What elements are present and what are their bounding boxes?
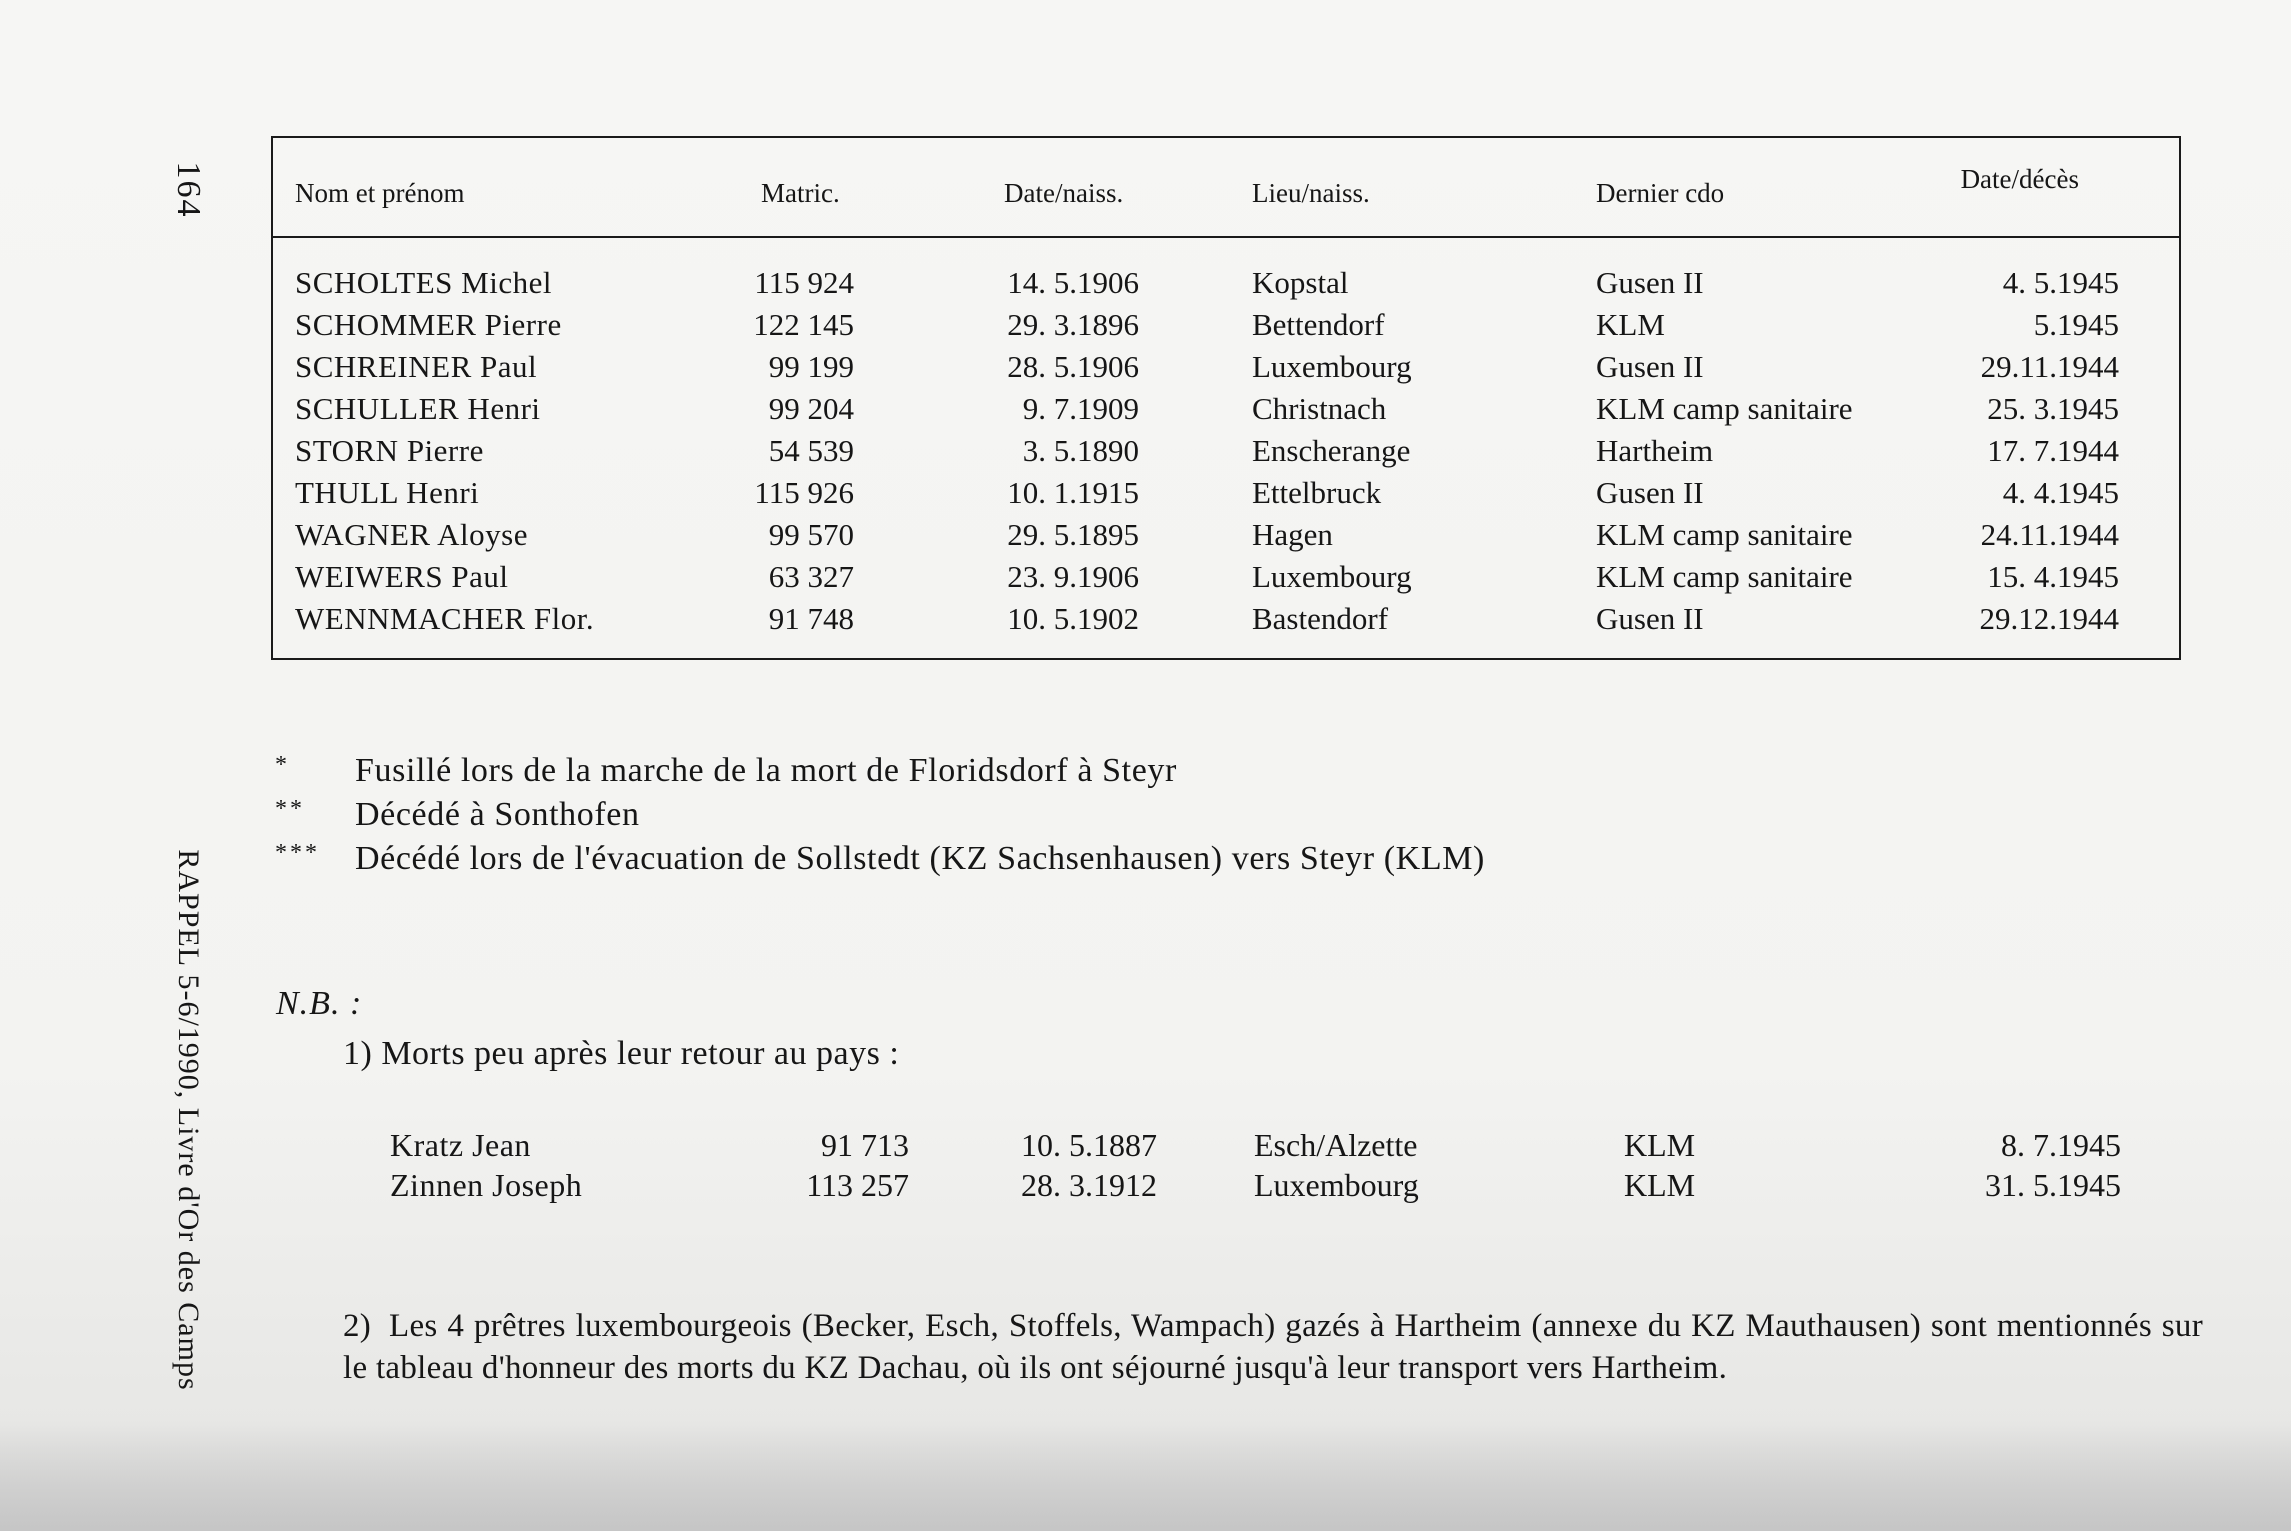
cell-matric: 91 748 [768, 601, 854, 636]
cell-death-date: 24.11.1944 [1980, 517, 2119, 552]
cell-last-cdo: KLM [1596, 307, 1665, 342]
nb-item-1: 1) Morts peu après leur retour au pays : [343, 1035, 900, 1072]
header-divider [273, 236, 2179, 238]
running-title: RAPPEL 5-6/1990, Livre d'Or des Camps [172, 849, 205, 1391]
cell-last-cdo: KLM camp sanitaire [1596, 559, 1853, 594]
cell-matric: 54 539 [768, 433, 854, 468]
cell-death-date: 4. 4.1945 [2002, 475, 2119, 510]
cell-birth-place: Christnach [1252, 391, 1387, 426]
cell-matric: 99 204 [768, 391, 854, 426]
table-row [273, 304, 2179, 346]
cell-last-cdo: KLM camp sanitaire [1596, 517, 1853, 552]
cell-birth-place: Enscherange [1252, 433, 1411, 468]
cell-last-cdo: KLM camp sanitaire [1596, 391, 1853, 426]
header-birth-date: Date/naiss. [1004, 178, 1124, 208]
cell-birth-date: 28. 5.1906 [1007, 349, 1139, 384]
nb-cell-death-date: 8. 7.1945 [2001, 1127, 2121, 1163]
nb-item-2-number: 2) [343, 1308, 372, 1344]
header-last-cdo: Dernier cdo [1596, 178, 1725, 208]
cell-name: SCHOLTES Michel [295, 265, 552, 300]
cell-matric: 99 570 [768, 517, 854, 552]
nb-label: N.B. : [276, 985, 363, 1022]
cell-birth-place: Bettendorf [1252, 307, 1385, 342]
cell-birth-place: Bastendorf [1252, 601, 1389, 636]
header-birth-place: Lieu/naiss. [1252, 178, 1370, 208]
cell-death-date: 5.1945 [2033, 307, 2119, 342]
cell-birth-date: 10. 1.1915 [1007, 475, 1139, 510]
cell-birth-date: 14. 5.1906 [1007, 265, 1139, 300]
nb-item-2 [343, 1305, 2203, 1389]
nb-cell-last-cdo: KLM [1624, 1167, 1696, 1203]
cell-birth-place: Hagen [1252, 517, 1333, 552]
cell-name: WAGNER Aloyse [295, 517, 528, 552]
table-row [273, 262, 2179, 304]
nb-cell-birth-date: 10. 5.1887 [1021, 1127, 1157, 1163]
nb-cell-birth-date: 28. 3.1912 [1021, 1167, 1157, 1203]
cell-death-date: 17. 7.1944 [1987, 433, 2119, 468]
header-death-date: Date/décès [1960, 164, 2079, 194]
nb-cell-matric: 91 713 [821, 1127, 909, 1163]
nb-row [0, 1124, 2291, 1166]
table-row [273, 514, 2179, 556]
nb-cell-death-date: 31. 5.1945 [1985, 1167, 2121, 1203]
cell-matric: 63 327 [768, 559, 854, 594]
table-row [273, 556, 2179, 598]
cell-birth-date: 10. 5.1902 [1007, 601, 1139, 636]
cell-birth-place: Luxembourg [1252, 559, 1412, 594]
table-row [273, 472, 2179, 514]
cell-birth-date: 29. 5.1895 [1007, 517, 1139, 552]
table-row [273, 388, 2179, 430]
cell-matric: 122 145 [753, 307, 854, 342]
nb-cell-birth-place: Esch/Alzette [1254, 1127, 1418, 1163]
cell-matric: 99 199 [768, 349, 854, 384]
cell-name: SCHREINER Paul [295, 349, 538, 384]
table-row [273, 598, 2179, 640]
cell-last-cdo: Gusen II [1596, 601, 1704, 636]
cell-name: WEIWERS Paul [295, 559, 509, 594]
nb-cell-last-cdo: KLM [1624, 1127, 1696, 1163]
cell-birth-place: Luxembourg [1252, 349, 1412, 384]
cell-death-date: 4. 5.1945 [2002, 265, 2119, 300]
cell-birth-date: 29. 3.1896 [1007, 307, 1139, 342]
cell-last-cdo: Gusen II [1596, 475, 1704, 510]
nb-cell-name: Zinnen Joseph [390, 1167, 583, 1203]
cell-death-date: 15. 4.1945 [1987, 559, 2119, 594]
table-row [273, 430, 2179, 472]
footnote-mark: * [275, 752, 290, 778]
footnote-text: Décédé à Sonthofen [355, 796, 640, 833]
cell-birth-date: 23. 9.1906 [1007, 559, 1139, 594]
cell-death-date: 29.11.1944 [1980, 349, 2119, 384]
nb-cell-matric: 113 257 [806, 1167, 909, 1203]
cell-death-date: 25. 3.1945 [1987, 391, 2119, 426]
cell-name: STORN Pierre [295, 433, 484, 468]
cell-name: SCHULLER Henri [295, 391, 541, 426]
scan-shadow [0, 1420, 2291, 1531]
cell-last-cdo: Gusen II [1596, 265, 1704, 300]
deaths-table [271, 136, 2181, 660]
footnote [275, 840, 1485, 878]
cell-birth-place: Kopstal [1252, 265, 1349, 300]
cell-matric: 115 926 [754, 475, 854, 510]
cell-last-cdo: Hartheim [1596, 433, 1714, 468]
page-number: 164 [170, 161, 207, 219]
header-matric: Matric. [761, 178, 840, 208]
cell-birth-date: 9. 7.1909 [1022, 391, 1139, 426]
table-row [273, 346, 2179, 388]
footnote-mark: *** [275, 840, 320, 866]
cell-birth-date: 3. 5.1890 [1022, 433, 1139, 468]
nb-cell-name: Kratz Jean [390, 1127, 531, 1163]
footnote [275, 796, 640, 834]
nb-cell-birth-place: Luxembourg [1254, 1167, 1419, 1203]
cell-death-date: 29.12.1944 [1979, 601, 2119, 636]
cell-name: SCHOMMER Pierre [295, 307, 562, 342]
footnote-text: Décédé lors de l'évacuation de Sollstedt (KZ Sachsenhausen) vers Steyr (KLM) [355, 840, 1485, 877]
cell-name: THULL Henri [295, 475, 480, 510]
footnote [275, 752, 1177, 790]
footnote-mark: ** [275, 796, 305, 822]
cell-birth-place: Ettelbruck [1252, 475, 1382, 510]
cell-name: WENNMACHER Flor. [295, 601, 595, 636]
header-name: Nom et prénom [295, 178, 465, 208]
footnote-text: Fusillé lors de la marche de la mort de Floridsdorf à Steyr [355, 752, 1177, 789]
cell-matric: 115 924 [754, 265, 854, 300]
nb-row [0, 1164, 2291, 1206]
cell-last-cdo: Gusen II [1596, 349, 1704, 384]
nb-item-2-text: Les 4 prêtres luxembourgeois (Becker, Esch, Stoffels, Wampach) gazés à Hartheim (annexe du KZ Mauthausen) sont mentionnés sur le tableau d'honneur des morts du KZ Dachau, où ils ont séjourné jusqu'à leur transport vers Hartheim. [343, 1308, 2203, 1386]
